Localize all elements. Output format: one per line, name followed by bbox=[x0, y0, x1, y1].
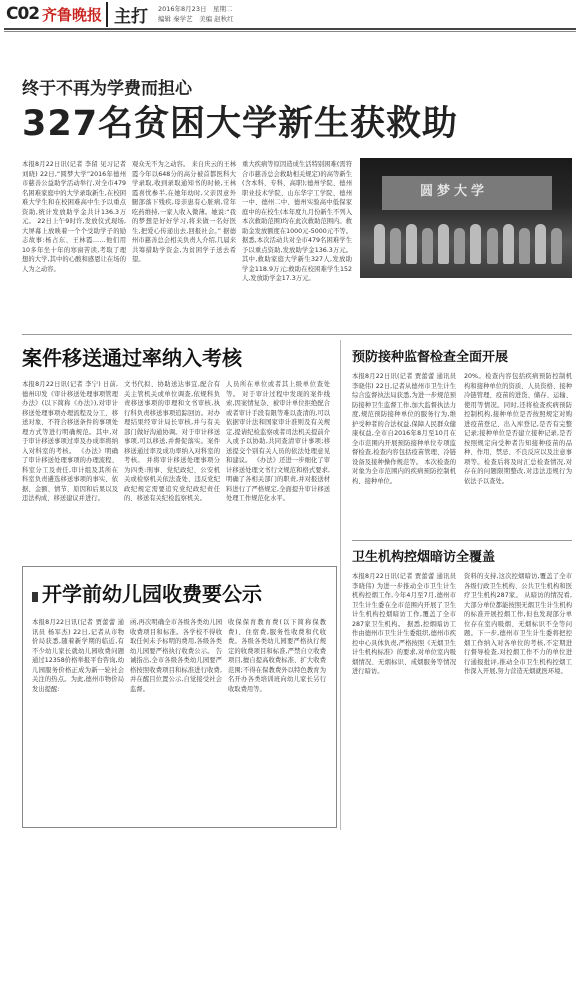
header-rule bbox=[4, 28, 576, 30]
square-bullet-icon bbox=[32, 592, 38, 602]
photo-banner-text: 圆梦大学 bbox=[420, 184, 489, 199]
kinder-headline bbox=[32, 578, 262, 607]
section-divider bbox=[22, 334, 572, 335]
photo-person bbox=[470, 224, 481, 264]
kinder-column-2: 函,再次明确全市各级各类幼儿园收费项目和标准。各学校不得收取任何未予标明的费用,各级各类幼儿园要严格执行收费公示。 告诫指出,全市各级各类幼儿园要严格按照收费项目和标准进行收费,并在醒目位置公示,自觉接受社会监督。 bbox=[130, 619, 222, 693]
lead-column-2: 观众无不为之动容。 来自庆云的王林霞今年以648分的高分被首都医科大学录取,收到录取通知书的时候,王林霞喜忧参半,在她年幼时,父亲因意外腿部落下残疾,母亲患有心脏病,常年吃药维持,一家人收入微薄。她说:“我的梦想是好好学习,将来做一名好医生,把爱心传递出去,回报社会。” 据德州市慈善总会相关负责人介绍,几届来共筹措助学资金,为贫困学子送去希望。 bbox=[132, 161, 236, 263]
photo-person bbox=[406, 224, 417, 264]
photo-person bbox=[374, 224, 385, 264]
photo-person bbox=[519, 228, 530, 264]
photo-person bbox=[503, 224, 514, 264]
case-column-3: 人员所在单位或者其上级单位查处等。 对于审计过程中发现的案件线索,因案情复杂、被审计单位拒绝配合或者审计手段有限等难以查清的,可以依据审计法和国家审计准则及有关规定,提请纪检监察或者司法机关提前介入或予以协助,共同查清审计事项;移送提交个别有关人员的依法处理意见和建议。 《办法》还进一步细化了审计移送处理文书行文规范和格式要求,明确了各相关部门的职责,并对报送材料进行了严格规定,全面提升审计移送处理工作规范化水平。 bbox=[226, 381, 330, 502]
column-divider bbox=[340, 340, 341, 830]
lead-headline: 327名贫困大学新生获救助 bbox=[22, 104, 459, 144]
photo-person bbox=[438, 224, 449, 264]
photo-person bbox=[422, 228, 433, 264]
newspaper-logo: 齐鲁晚报 bbox=[42, 6, 103, 24]
kinder-column-1: 本报8月22日讯(记者 贾蕾蕾 通讯员 杨军杰) 22日,记者从市物价局获悉,随着新学期的临近,有不少幼儿家长就幼儿园收费问题通过12358价格举报平台咨询,幼儿园服务价格正成为新一轮社会关注的热点。为此,德州市物价局发出提醒: bbox=[32, 619, 124, 693]
photo-person bbox=[551, 228, 562, 264]
lead-column-1: 本报8月22日讯(记者 李留 见习记者 刘晓) 22日,“圆梦大学”2016年德州市慈善公益助学活动举行,对全市479名困难家庭中的大学录取新生,在校困难大学生和在校困难高中生予以重点资助,统计发放助学金共计136.3万元。 22日上午9时许,发放仪式现场,大屏幕上放映着一个个受助学子的励志故事:杨占东、王林霞……他们用10多年坐十年的寒窗苦读,考取了理想的大学,其中的心酸和感恩让在场的人为之动容。 bbox=[22, 161, 126, 273]
tobacco-headline: 卫生机构控烟暗访全覆盖 bbox=[352, 550, 496, 565]
kinder-column-3: 收保保育教育费(以下简称保教费)、住宿费,服务性收费和代收费。各级各类幼儿园要严格执行规定的收费项目和标准,严禁自立收费项目,擅自提高收费标准、扩大收费范围;不得在保教费外以特色教育为名开办各类培训班向幼儿家长另行收取费用等。 bbox=[228, 619, 326, 693]
kinder-headline-text: 开学前幼儿园收费要公示 bbox=[42, 582, 262, 606]
photo-person bbox=[535, 224, 546, 264]
vaccine-column-1: 本报8月22日讯(记者 贾蕾蕾 通讯员 李晓伟) 22日,记者从德州市卫生计生综合监督执法局获悉,为进一步规范预防接种卫生监督工作,加大监督执法力度,规范预防接种单位的服务行为,维护受种者的合法权益,保障人民群众健康权益,全市自2016年8月至10月在全市范围内开展预防接种单位专项监督检查,检查内容包括疫苗管理、冷链设备及接种操作规范等。 本次检查的对象为全市范围内的疾病预防控制机构、接种单位。 bbox=[352, 373, 456, 485]
photo-person bbox=[454, 228, 465, 264]
photo-people bbox=[374, 218, 562, 264]
header-meta bbox=[158, 4, 234, 24]
tobacco-column-1: 本报8月22日讯(记者 贾蕾蕾 通讯员 李晓伟) 为进一步推动全市卫生计生机构控烟工作,今年4月至7月,德州市卫生计生委在全市范围内开展了卫生计生机构控烟暗访工作,覆盖了全市287家卫生机构。 据悉,控烟暗访工作由德州市卫生计生委组织,德州市疾控中心具体负责,严格按照《无烟卫生计生机构标准》的要求,对单位室内吸烟情况、无烟标识、戒烟服务等情况进行暗访。 bbox=[352, 573, 456, 675]
tobacco-column-2: 资料的支持,这次控烟暗访,覆盖了全市各级行政卫生机构、公共卫生机构和医疗卫生机构287家。 从暗访的情况看,大部分单位都能按照无烟卫生计生机构的标准开展控烟工作,但也发现部分单位存在室内吸烟、无烟标识不全等问题。下一步,德州市卫生计生委将把控烟工作纳入对各单位的考核,不定期进行督导检查,对控烟工作不力的单位进行通报批评,推动全市卫生机构控烟工作深入开展,努力营造无烟就医环境。 bbox=[464, 573, 572, 675]
vaccine-headline: 预防接种监督检查全面开展 bbox=[352, 350, 509, 365]
date-line: 2016年8月23日 星期二 bbox=[158, 5, 233, 13]
case-column-2: 文书代拟、协助送达事宜,配合有关主管机关或单位调查,依规科负责移送事项的审理和文书审核,执行科负责移送事项追踪回访。对办理结果经审计局长审核,并与有关部门做好沟通协调。对于审计移送事项,可以移送,并督促落实。案件移送通过率及成功率纳入对科室的考核。 并将审计移送处理事项分为四类:刑事、党纪政纪、公安机关或检察机关依法查处、违反党纪政纪规定需要追究党纪政纪责任的、移送有关纪检监察机关。 bbox=[124, 381, 220, 502]
vaccine-column-2: 20%。检查内容包括疾病预防控制机构和接种单位的资质、人员资格、接种冷链管理、疫苗的进货、储存、运输、使用等情况。同时,还将检查疾病预防控制机构,接种单位是否按照规定对购进疫苗登记、出入库登记,是否有完整记录;接种单位是否建立接种记录,是否按照规定向受种者告知接种疫苗的品种、作用、禁忌、不良反应以及注意事项等。检查后将及时汇总检查情况,对存在的问题限期整改,对违法违规行为依法予以查处。 bbox=[464, 373, 572, 485]
photo-person bbox=[487, 228, 498, 264]
case-headline: 案件移送通过率纳入考核 bbox=[22, 346, 242, 370]
page-number: C02 bbox=[6, 4, 40, 24]
lead-column-3: 重大疾病等原因造成生活特别困难(需符合市慈善总会救助相关规定)的高等新生(含本科、专科、高职);德州学院、德州职业技术学院、山东华宇工学院、德州一中、德州二中、德州实验高中低保家庭中的在校生(本年度九月份新生不列入本次救助范围)均在此次救助范围内。救助金发放额度在1000元-5000元不等。 据悉,本次活动共对全市479名困难学生予以重点资助,发放助学金136.3万元。其中,救助家庭大学新生327人,发放助学金118.9万元;救助在校困难学生152人,发放助学金17.3万元。 bbox=[242, 161, 352, 282]
lead-photo bbox=[360, 158, 572, 278]
section-divider bbox=[352, 540, 572, 541]
section-title: 主打 bbox=[106, 2, 148, 27]
case-column-1: 本报8月22日讯(记者 李宁) 日前,德州印发《审计移送处理事项管理办法》(以下简称《办法》),对审计移送处理事项办理流程及分工、移送对象、不符合移送条件的事项处理方式等进行明确规范。其中,对于审计移送事项过率及办成率将纳入对科室的考核。 《办法》明确了审计移送处理事项的办理流程、科室分工及责任,审计组及其所在科室负责遴选移送事项的事实、依据、金额、情节、原因和后果以及违法构成、移送建议并进行。 bbox=[22, 381, 118, 502]
photo-person bbox=[390, 228, 401, 264]
header-rule-thin bbox=[4, 31, 576, 32]
editor-line: 编辑 秦学艺 美编 赵秋红 bbox=[158, 15, 234, 23]
lead-kicker: 终于不再为学费而担心 bbox=[22, 79, 192, 99]
